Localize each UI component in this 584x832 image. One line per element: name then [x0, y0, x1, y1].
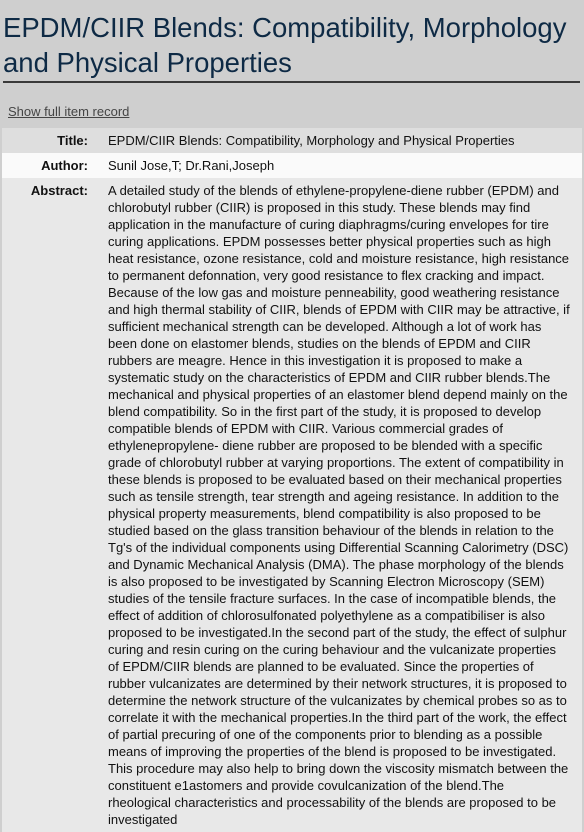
title-row [2, 128, 582, 153]
abstract-text: A detailed study of the blends of ethylene-propylene-diene rubber (EPDM) and chlorobutyl rubber (CIIR) is proposed in this study. These blends may find application in the manufacture of curing diaphragms/curing envelopes for tire curing applications. EPDM possesses better physical properties such as high heat resistance, ozone resistance, cold and moisture resistance, high resistance to permanent defonnation, very good resistance to flex cracking and impact. Because of the low gas and moisture penneability, good weathering resistance and high thermal stability of CIIR, blends of EPDM with CIIR may be attractive, if sufficient mechanical strength can be developed. Although a lot of work has been done on elastomer blends, studies on the blends of EPDM and CIIR rubbers are meagre. Hence in this investigation it is proposed to make a systematic study on the characteristics of EPDM and CIIR rubber blends.The mechanical and physical properties of an elastomer blend depend mainly on the blend compatibility. So in the first part of the study, it is proposed to develop compatible blends of EPDM with CIIR. Various commercial grades of ethylenepropylene- diene rubber are proposed to be blended with a specific grade of chlorobutyl rubber at varying proportions. The extent of compatibility in these blends is proposed to be evaluated based on their mechanical properties such as tensile strength, tear strength and ageing resistance. In addition to the physical property measurements, blend compatibility is also proposed to be studied based on the glass transition behaviour of the blends in relation to the Tg's of the individual components using Differential Scanning Calorimetry (DSC) and Dynamic Mechanical Analysis (DMA). The phase morphology of the blends is also proposed to be investigated by Scanning Electron Microscopy (SEM) studies of the tensile fracture surfaces. In the case of incompatible blends, the effect of addition of chlorosulfonated polyethylene as a compatibiliser is also proposed to be investigated.In the second part of the study, the effect of sulphur curing and resin curing on the curing behaviour and the vulcanizate properties of EPDM/CIIR blends are planned to be evaluated. Since the properties of rubber vulcanizates are determined by their network structures, it is proposed to determine the network structure of the vulcanizates by chemical probes so as to correlate it with the mechanical properties.In the third part of the work, the effect of partial precuring of one of the components prior to blending as a possible means of improving the properties of the blend is proposed to be investigated. This procedure may also help to bring down the viscosity mismatch between the constituent e1astomers and provide covulcanization of the blend.The rheological characteristics and processability of the blends are proposed to be investigated [108, 178, 582, 832]
item-metadata-table [2, 128, 582, 832]
title-label: Title: [2, 128, 108, 153]
author-row [2, 153, 582, 178]
title-value: EPDM/CIIR Blends: Compatibility, Morphology and Physical Properties [108, 128, 582, 153]
page-title: EPDM/CIIR Blends: Compatibility, Morphology and Physical Properties [3, 10, 580, 83]
page-header [0, 0, 584, 83]
show-full-record-link[interactable]: Show full item record [8, 104, 130, 119]
author-value: Sunil Jose,T; Dr.Rani,Joseph [108, 153, 582, 178]
abstract-label: Abstract: [2, 178, 108, 832]
abstract-row [2, 178, 582, 832]
author-label: Author: [2, 153, 108, 178]
